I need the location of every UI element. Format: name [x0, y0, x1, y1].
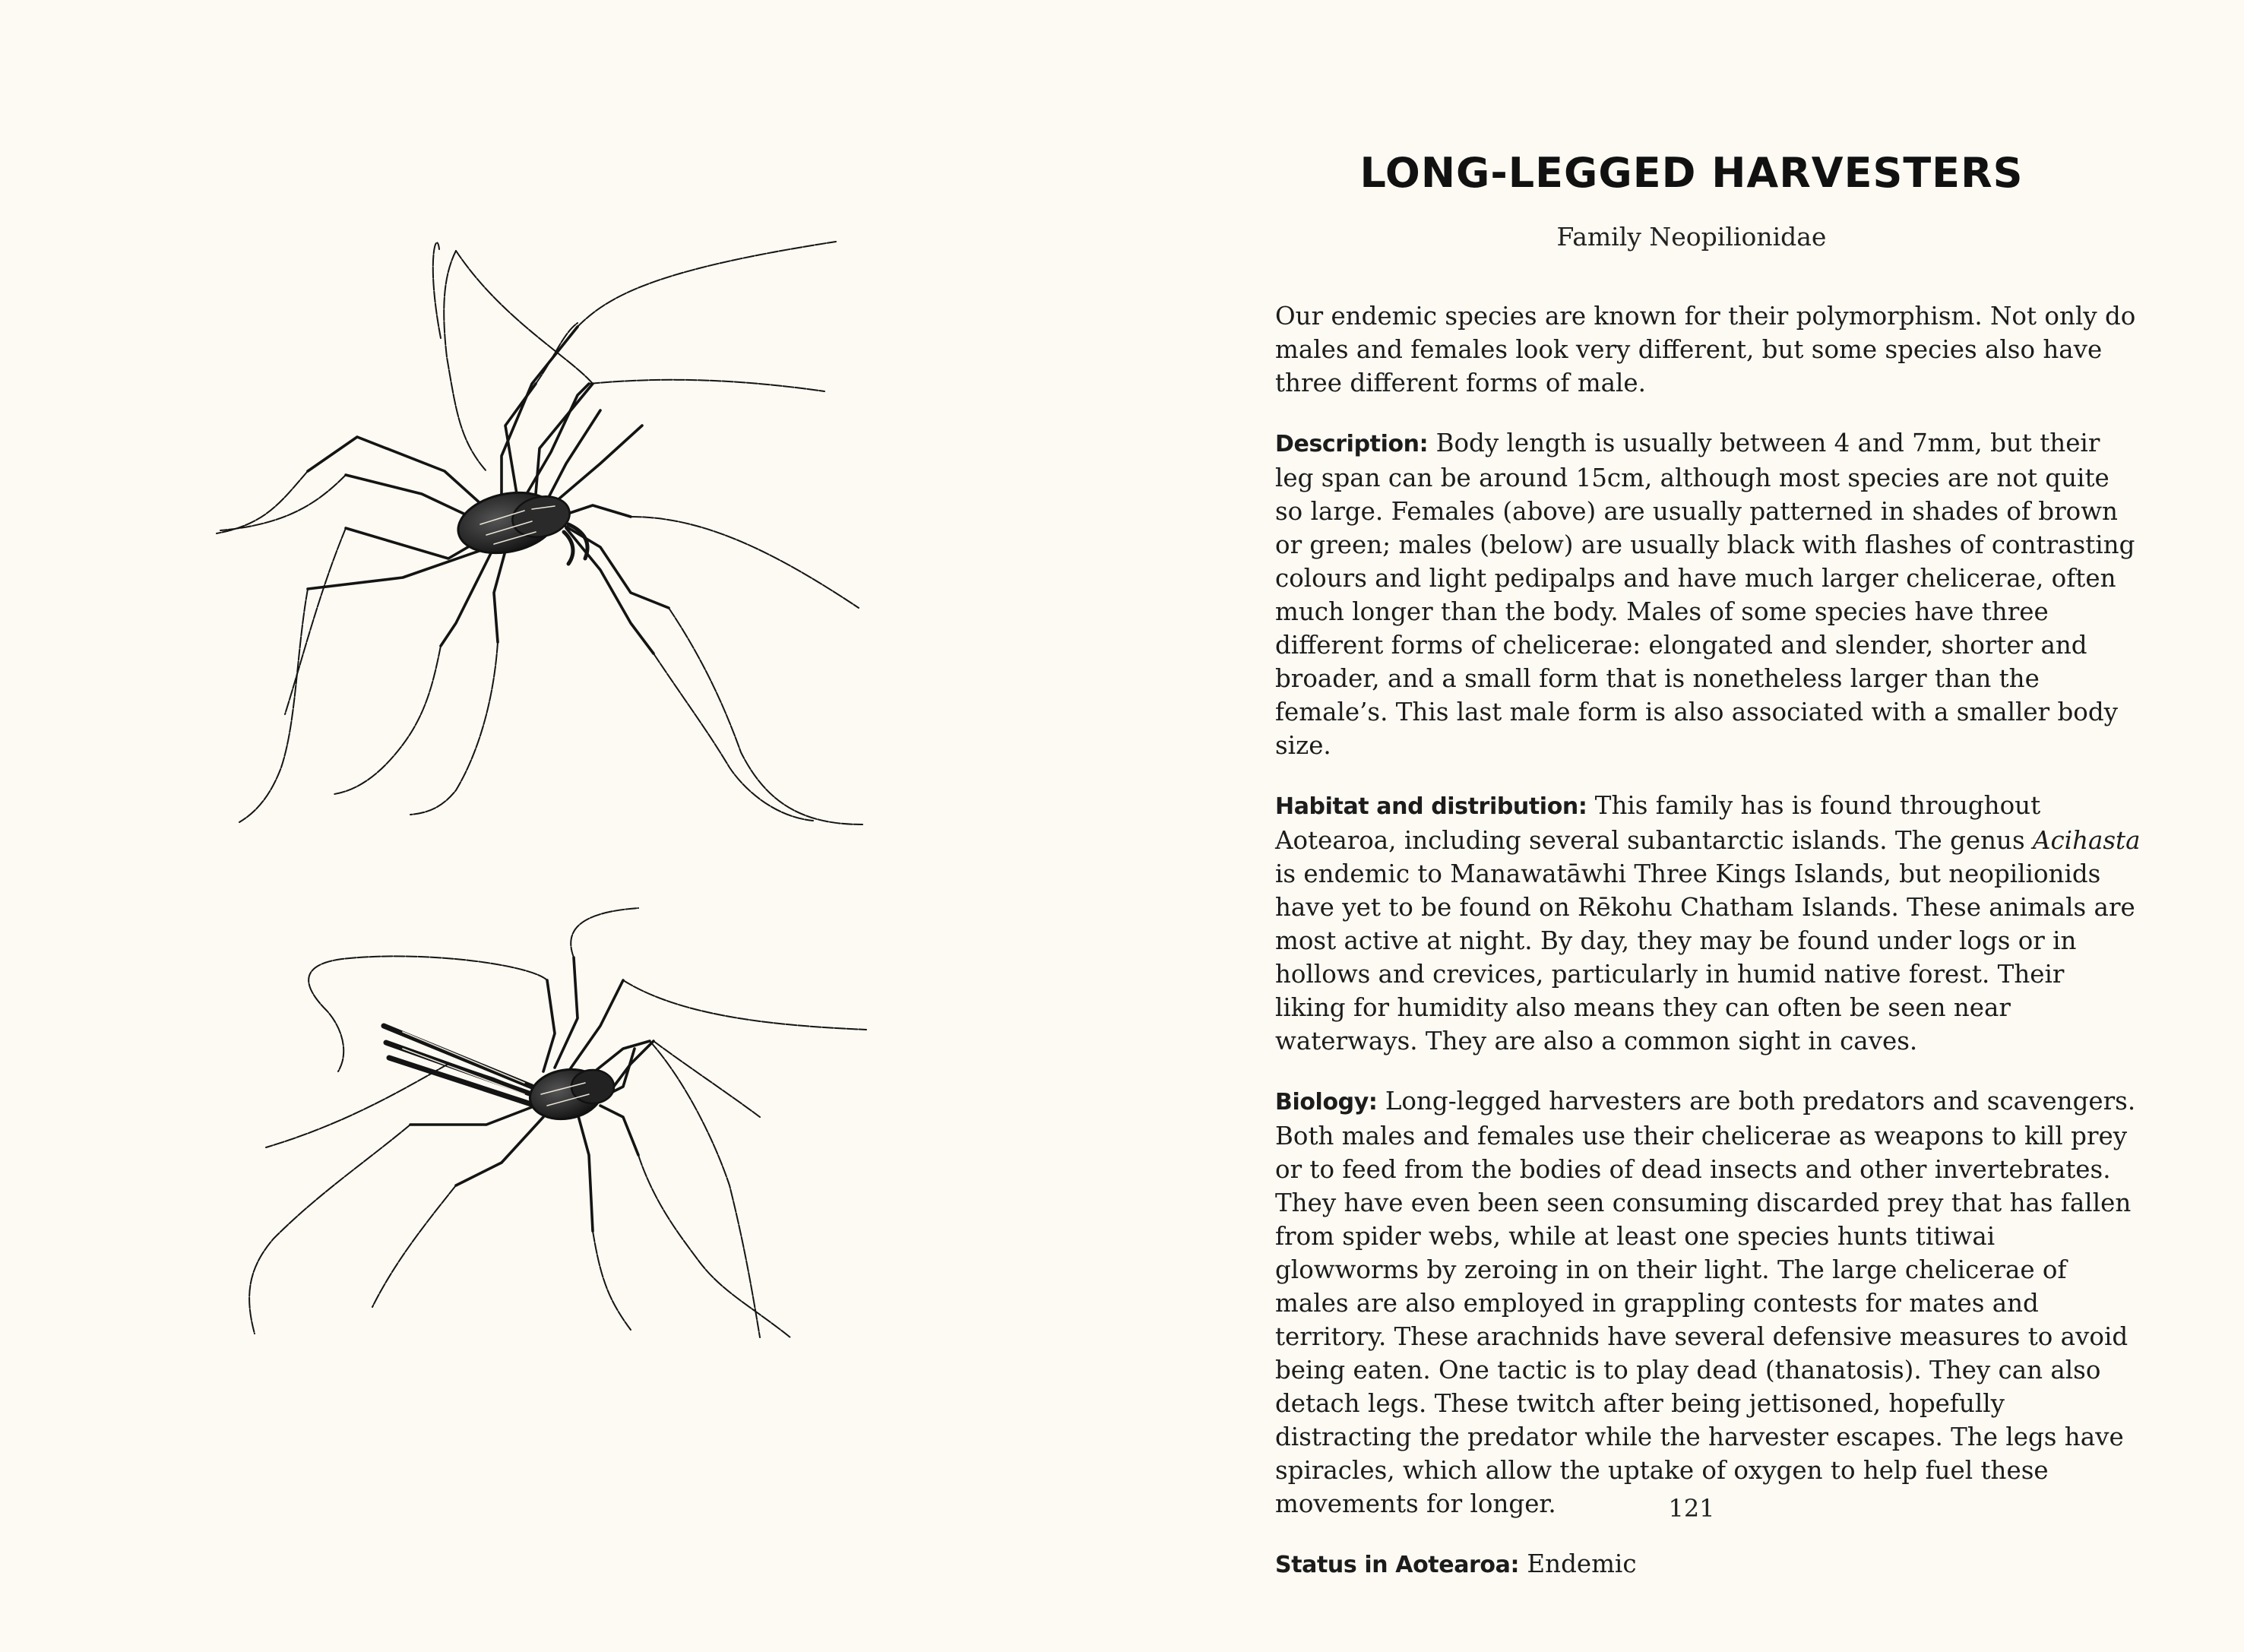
- biology-label: Biology:: [1275, 1089, 1378, 1116]
- biology-paragraph: [1275, 1084, 2141, 1521]
- female-harvester-illustration: [217, 242, 862, 824]
- habitat-text-after: is endemic to Manawatāwhi Three Kings Islands, but neopilionids have yet to be found on Rēkohu Chatham Islands. These animals are most active at night. By day, they may be found under logs or in hollows and crevices, particularly in humid native forest. Their liking for humidity also means they can often be seen near waterways. They are also a common sight in caves.: [1275, 859, 2135, 1055]
- habitat-text-before: This family has is found throughout Aotearoa, including several subantarctic islands. The genus: [1275, 791, 2041, 855]
- page-number: 121: [1668, 1494, 1715, 1523]
- male-harvester-illustration: [249, 908, 866, 1337]
- description-text: Body length is usually between 4 and 7mm, but their leg span can be around 15cm, although most species are not quite so large. Females (above) are usually patterned in shades of brown or green; males (below) are usually black with flashes of contrasting colours and light pedipalps and have much larger chelicerae, often much longer than the body. Males of some species have three different forms of chelicerae: elongated and slender, shorter and broader, and a small form that is nonetheless larger than the female’s. This last male form is also associated with a smaller body size.: [1275, 429, 2135, 760]
- body-text: [1275, 299, 2141, 1609]
- description-paragraph: [1275, 426, 2141, 762]
- status-label: Status in Aotearoa:: [1275, 1552, 1520, 1578]
- biology-text: Long-legged harvesters are both predators and scavengers. Both males and females use their chelicerae as weapons to kill prey or to feed from the bodies of dead insects and other invertebrates. They have even been seen consuming discarded prey that has fallen from spider webs, while at least one species hunts titiwai glowworms by zeroing in on their light. The large chelicerae of males are also employed in grappling contests for mates and territory. These arachnids have several defensive measures to avoid being eaten. One tactic is to play dead (thanatosis). They can also detach legs. These twitch after being jettisoned, hopefully distracting the predator while the harvester escapes. The legs have spiracles, which allow the uptake of oxygen to help fuel these movements for longer.: [1275, 1087, 2136, 1518]
- habitat-paragraph: [1275, 789, 2141, 1058]
- intro-paragraph: Our endemic species are known for their polymorphism. Not only do males and females look very different, but some species also have three different forms of male.: [1275, 302, 2136, 397]
- status-text: Endemic: [1519, 1549, 1637, 1578]
- genus-name: Acihasta: [2033, 826, 2141, 855]
- description-label: Description:: [1275, 431, 1429, 457]
- page-title: LONG-LEGGED HARVESTERS: [1359, 149, 2024, 198]
- text-page: [1122, 0, 2244, 1652]
- habitat-label: Habitat and distribution:: [1275, 793, 1587, 820]
- status-paragraph: [1275, 1547, 2141, 1582]
- family-name: Family Neopilionidae: [1556, 222, 1827, 252]
